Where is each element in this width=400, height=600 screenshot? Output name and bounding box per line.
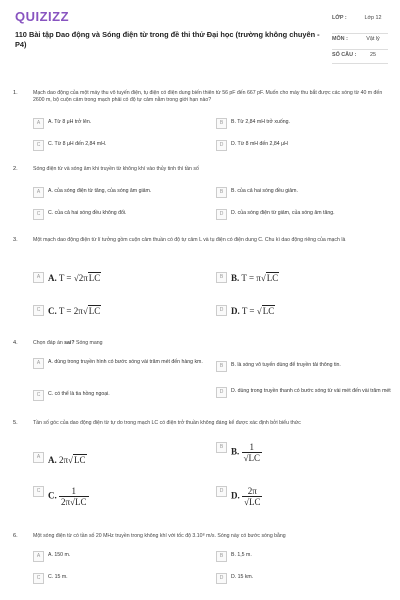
option-letter: B bbox=[216, 442, 227, 453]
option-prefix: D. bbox=[231, 490, 240, 501]
meta-value: Vật lý bbox=[366, 36, 380, 42]
option-text: A. Từ 8 μH trở lên. bbox=[48, 119, 92, 125]
option-letter: C bbox=[33, 305, 44, 316]
option-text: D. dùng trong truyền thanh có bước sóng từ vài mét đến vài trăm mét bbox=[231, 388, 391, 394]
quizizz-logo: QUIZIZZ bbox=[15, 9, 70, 24]
option-text: D. Từ 8 mH đến 2,84 μH bbox=[231, 141, 288, 147]
radicand: LC bbox=[74, 455, 86, 465]
radicand: LC bbox=[75, 497, 87, 507]
option-letter: A bbox=[33, 272, 44, 283]
meta-label: SỐ CÂU : bbox=[332, 52, 357, 58]
question-text: Tần số góc của dao động điện từ tự do trong mạch LC có điện trở thuần không đáng kể được xác định bởi biểu thức bbox=[33, 420, 301, 426]
page-title: 110 Bài tập Dao động và Sóng điện từ trong đề thi thử Đại học (trường không chuyên - P4) bbox=[15, 30, 320, 49]
option-letter: C bbox=[33, 209, 44, 220]
question-text-post: Sóng mang bbox=[74, 340, 103, 346]
option-prefix: C. bbox=[48, 490, 57, 501]
question-2 bbox=[13, 166, 391, 224]
radicand: LC bbox=[266, 273, 279, 283]
fraction bbox=[242, 442, 262, 463]
option-prefix: B. bbox=[231, 446, 240, 457]
radicand: LC bbox=[248, 453, 260, 463]
formula bbox=[48, 305, 101, 316]
option-letter: C bbox=[33, 573, 44, 584]
question-text: Mạch dao động của một máy thu vô tuyến điện, tụ điện có điện dung biến thiên từ 56 pF đến 667 pF. Muốn cho máy thu bắt được các sóng từ 40 m đến 2600 m, bộ cuộn cảm trong mạch phải có độ tự cảm nằm trong giới hạn nào? bbox=[33, 90, 383, 103]
question-3 bbox=[13, 237, 391, 327]
formula-lhs: T = bbox=[241, 306, 255, 316]
formula-lhs: T = π bbox=[241, 273, 261, 283]
question-number: 1. bbox=[13, 90, 18, 96]
fraction bbox=[59, 486, 89, 507]
sqrt: √LC bbox=[256, 306, 275, 316]
option-text: C. của cả hai sóng đều không đổi. bbox=[48, 210, 127, 216]
meta-value: 25 bbox=[370, 52, 376, 58]
option-prefix: C. bbox=[48, 306, 57, 316]
option-prefix: D. bbox=[231, 306, 240, 316]
option-text: B. của cả hai sóng đều giảm. bbox=[231, 188, 298, 194]
option-text: A. của sóng điện từ tăng, của sóng âm giảm. bbox=[48, 188, 152, 194]
question-text: Sóng điện từ và sóng âm khi truyền từ không khí vào thủy tinh thì tần số bbox=[33, 166, 199, 172]
formula bbox=[48, 454, 87, 465]
option-letter: C bbox=[33, 140, 44, 151]
option-text: D. của sóng điện từ giảm, của sóng âm tăng. bbox=[231, 210, 335, 216]
formula bbox=[48, 272, 101, 283]
den-pre: 2π bbox=[61, 497, 71, 507]
question-6 bbox=[13, 533, 391, 588]
option-letter: A bbox=[33, 187, 44, 198]
meta-row-lop bbox=[332, 13, 388, 34]
option-text: C. Từ 8 μH đến 2,84 mH. bbox=[48, 141, 107, 147]
option-letter: D bbox=[216, 140, 227, 151]
option-prefix: A. bbox=[48, 273, 57, 283]
option-letter: C bbox=[33, 486, 44, 497]
denominator: 2π√LC bbox=[61, 497, 87, 507]
option-prefix: B. bbox=[231, 273, 240, 283]
question-text: Một sóng điện từ có tần số 20 MHz truyền trong không khí với tốc độ 3.10⁸ m/s. Sóng này có bước sóng bằng bbox=[33, 533, 286, 539]
formula bbox=[231, 486, 262, 507]
option-letter: B bbox=[216, 272, 227, 283]
formula-lhs: T = bbox=[58, 273, 72, 283]
option-letter: B bbox=[216, 361, 227, 372]
option-text: C. có thể là tia hồng ngoại. bbox=[48, 391, 110, 397]
question-1 bbox=[13, 90, 391, 150]
radicand: LC bbox=[88, 306, 101, 316]
denominator: √LC bbox=[244, 497, 261, 507]
meta-row-socau bbox=[332, 50, 388, 64]
formula bbox=[48, 486, 89, 507]
numerator: 2π bbox=[242, 486, 262, 497]
option-letter: A bbox=[33, 358, 44, 369]
coef: √2π bbox=[73, 273, 88, 283]
header bbox=[0, 0, 400, 70]
meta-row-mon bbox=[332, 34, 388, 50]
question-number: 6. bbox=[13, 533, 18, 539]
option-letter: B bbox=[216, 118, 227, 129]
option-letter: D bbox=[216, 573, 227, 584]
option-letter: A bbox=[33, 452, 44, 463]
sqrt bbox=[74, 272, 102, 283]
radicand: LC bbox=[248, 497, 261, 507]
formula bbox=[231, 305, 275, 316]
option-text: A. dùng trong truyền hình có bước sóng vài trăm mét đến hàng km. bbox=[48, 359, 203, 365]
formula-lhs: T = 2π bbox=[58, 306, 83, 316]
option-letter: D bbox=[216, 209, 227, 220]
question-number: 3. bbox=[13, 237, 18, 243]
question-text bbox=[33, 340, 391, 347]
denominator: √LC bbox=[243, 453, 260, 463]
sqrt: √LC bbox=[82, 306, 101, 316]
question-5 bbox=[13, 420, 391, 520]
option-letter: A bbox=[33, 118, 44, 129]
option-letter: D bbox=[216, 486, 227, 497]
option-text: C. 15 m. bbox=[48, 574, 68, 580]
meta-label: LỚP : bbox=[332, 15, 347, 21]
option-letter: B bbox=[216, 551, 227, 562]
option-text: B. 1,5 m. bbox=[231, 552, 252, 558]
expr: 2π bbox=[59, 455, 69, 465]
sqrt: √LC bbox=[68, 455, 86, 465]
numerator: 1 bbox=[242, 442, 262, 453]
option-prefix: A. bbox=[48, 455, 57, 465]
formula bbox=[231, 272, 279, 283]
option-letter: D bbox=[216, 387, 227, 398]
radicand: LC bbox=[88, 273, 101, 283]
meta-value: Lớp 12 bbox=[364, 15, 382, 21]
numerator: 1 bbox=[59, 486, 89, 497]
question-number: 5. bbox=[13, 420, 18, 426]
question-text-bold: sai? bbox=[64, 340, 75, 346]
option-text: B. Từ 2,84 mH trở xuống. bbox=[231, 119, 290, 125]
option-letter: B bbox=[216, 187, 227, 198]
formula bbox=[231, 442, 262, 463]
fraction bbox=[242, 486, 262, 507]
option-text: A. 150 m. bbox=[48, 552, 71, 558]
radicand: LC bbox=[262, 306, 275, 316]
option-letter: C bbox=[33, 390, 44, 401]
meta-label: MÔN : bbox=[332, 36, 348, 42]
question-text: Một mạch dao động điện từ lí tưởng gồm cuộn cảm thuần có độ tự cảm L và tụ điện có điện dung C. Chu kì dao động riêng của mạch là bbox=[33, 237, 346, 243]
question-4 bbox=[13, 340, 391, 410]
question-text-pre: Chọn đáp án bbox=[33, 340, 65, 346]
meta-box bbox=[332, 13, 388, 64]
option-text: D. 15 km. bbox=[231, 574, 254, 580]
option-text: B. là sóng vô tuyến dùng để truyền tải thông tin. bbox=[231, 362, 341, 368]
sqrt: √LC bbox=[260, 273, 279, 283]
option-letter: A bbox=[33, 551, 44, 562]
question-number: 2. bbox=[13, 166, 18, 172]
question-number: 4. bbox=[13, 340, 18, 346]
option-letter: D bbox=[216, 305, 227, 316]
